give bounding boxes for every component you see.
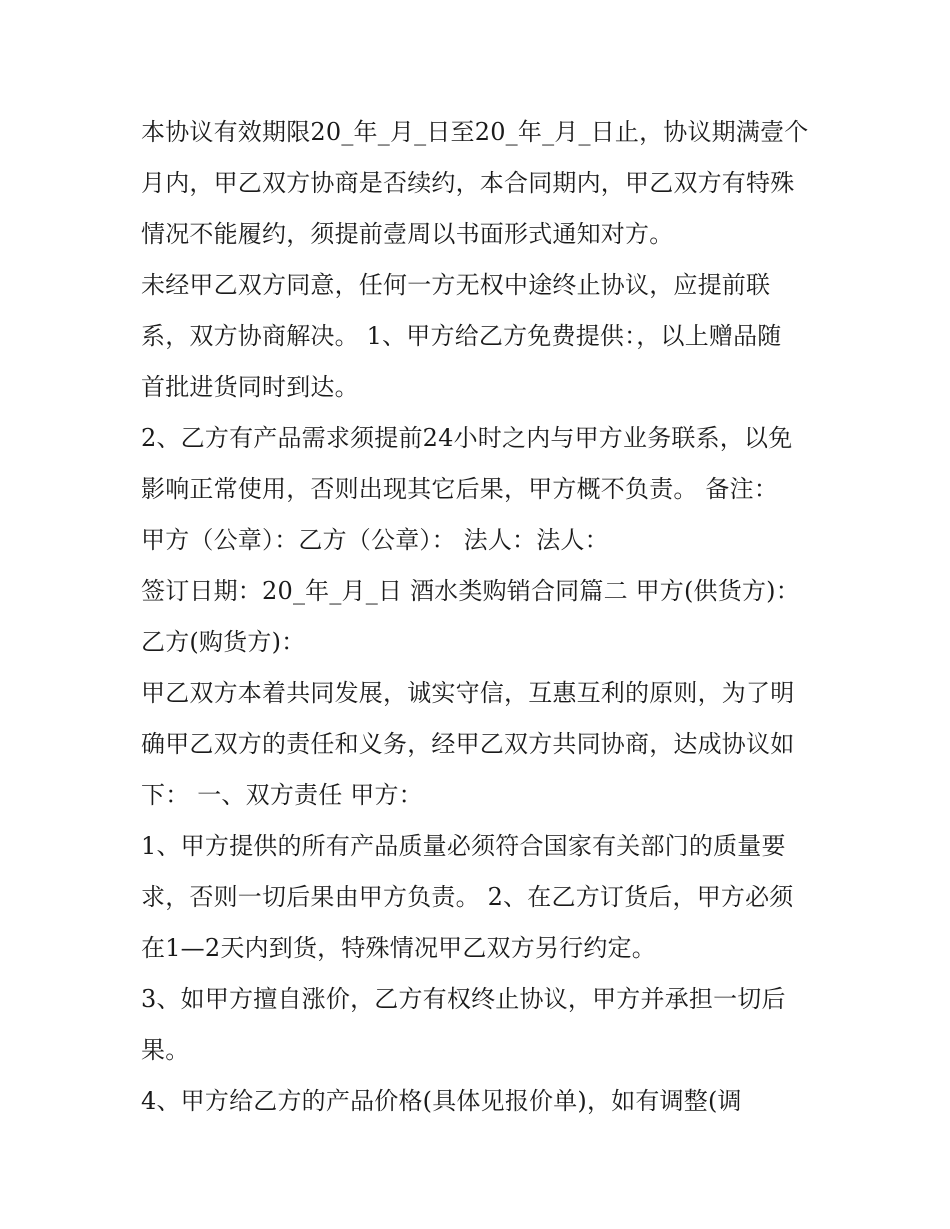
text-line: 3、如甲方擅自涨价，乙方有权终止协议，甲方并承担一切后 xyxy=(141,985,786,1013)
document-body xyxy=(141,107,811,1127)
text-line: 1、甲方提供的所有产品质量必须符合国家有关部门的质量要 xyxy=(141,832,786,860)
text-line: 情况不能履约，须提前壹周以书面形式通知对方。 xyxy=(141,220,674,248)
text-line: 求，否则一切后果由甲方负责。 2、在乙方订货后，甲方必须 xyxy=(141,883,794,911)
text-line: 甲乙双方本着共同发展，诚实守信，互惠互利的原则，为了明 xyxy=(141,679,795,707)
text-line: 系，双方协商解决。 1、甲方给乙方免费提供：，以上赠品随 xyxy=(141,322,782,350)
text-line: 确甲乙双方的责任和义务，经甲乙双方共同协商，达成协议如 xyxy=(141,730,795,758)
text-line: 乙方(购货方)： xyxy=(141,628,306,656)
text-line: 月内，甲乙双方协商是否续约，本合同期内，甲乙双方有特殊 xyxy=(141,169,795,197)
text-line: 2、乙方有产品需求须提前24小时之内与甲方业务联系，以免 xyxy=(141,424,793,452)
text-line: 影响正常使用，否则出现其它后果，甲方概不负责。 备注： xyxy=(141,475,779,503)
text-line: 签订日期：20_年_月_日 酒水类购销合同篇二 甲方(供货方)： xyxy=(141,577,800,605)
text-line: 在1—2天内到货，特殊情况甲乙双方另行约定。 xyxy=(141,934,656,962)
text-line: 4、甲方给乙方的产品价格(具体见报价单)，如有调整(调 xyxy=(141,1087,742,1115)
text-line: 果。 xyxy=(141,1036,190,1064)
text-line: 下： 一、双方责任 甲方： xyxy=(141,781,423,809)
text-line: 未经甲乙双方同意，任何一方无权中途终止协议，应提前联 xyxy=(141,271,771,299)
text-line: 甲方（公章）：乙方（公章）： 法人：法人： xyxy=(141,526,609,554)
text-line: 首批进货同时到达。 xyxy=(141,373,359,401)
text-line: 本协议有效期限20_年_月_日至20_年_月_日止，协议期满壹个 xyxy=(141,118,809,146)
